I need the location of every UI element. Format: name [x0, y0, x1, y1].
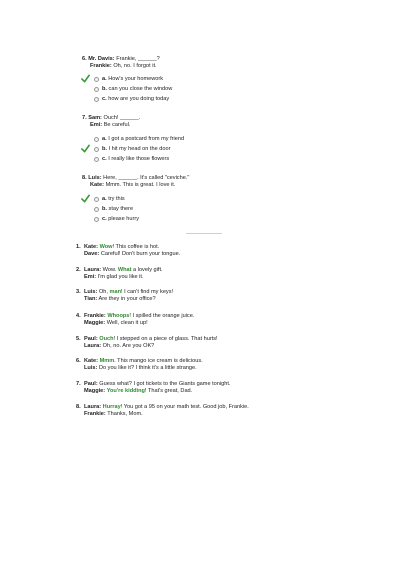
answer-highlight: Ouch: [99, 336, 114, 342]
answer-highlight: Mmm: [99, 358, 115, 364]
option-text: I hit my head on the door: [108, 146, 171, 152]
dialogue-text: Frankie, ______?: [116, 56, 160, 62]
radio-button-icon[interactable]: [94, 147, 99, 152]
question-number: 6.: [82, 56, 87, 62]
option-text: How's your homework: [108, 76, 164, 82]
options-8: [94, 194, 139, 224]
speaker: Kate:: [90, 182, 104, 189]
speaker: Maggie:: [84, 320, 106, 327]
dialogue-text: Thanks, Mom.: [107, 411, 143, 418]
question-number: 7.: [82, 115, 87, 121]
option-letter: b.: [102, 146, 107, 152]
dialogue-text: ! This coffee is hot.: [112, 244, 160, 250]
dialogue-text: Well, clean it up!: [106, 320, 148, 327]
option-8c[interactable]: [94, 214, 139, 224]
speaker: Kate:: [84, 244, 98, 250]
answer-number: 1.: [76, 244, 81, 250]
option-text: I got a postcard from my friend: [108, 136, 185, 142]
dialogue-text: Oh, no. Are you OK?: [102, 343, 155, 350]
speaker: Emi:: [90, 122, 103, 129]
speaker: Luis:: [88, 175, 102, 181]
question-7: [82, 115, 140, 130]
dialogue-text: Here, ______. It's called "ceviche.": [103, 175, 190, 181]
speaker: Laura:: [84, 343, 102, 350]
dialogue-text: ! I stepped on a piece of glass. That hurts!: [113, 336, 218, 342]
speaker: Mr. Davis:: [88, 56, 115, 62]
option-letter: a.: [102, 76, 107, 82]
option-letter: a.: [102, 196, 107, 202]
dialogue-text: Mmm. This is great. I love it.: [105, 182, 176, 189]
option-text: can you close the window: [108, 86, 173, 92]
answer-highlight: Wow: [99, 244, 113, 250]
answer-highlight: Whoops: [107, 313, 130, 319]
speaker: Maggie:: [84, 388, 106, 395]
dialogue-text: a lovely gift.: [131, 267, 163, 273]
dialogue-text: Do you like it? I think it's a little strange.: [98, 365, 197, 372]
radio-button-icon[interactable]: [94, 157, 99, 162]
answer-7: [76, 381, 230, 395]
section-divider: [186, 233, 222, 234]
answer-highlight: What: [117, 267, 132, 273]
speaker: Luis:: [84, 365, 98, 372]
option-text: I really like those flowers: [108, 156, 170, 162]
radio-button-icon[interactable]: [94, 207, 99, 212]
option-letter: c.: [102, 156, 107, 162]
dialogue-text: ! You got a 95 on your math test. Good job, Frankie.: [120, 404, 249, 410]
speaker: Emi:: [84, 274, 97, 281]
dialogue-text: ! I can't find my keys!: [121, 289, 174, 295]
radio-button-icon[interactable]: [94, 197, 99, 202]
speaker: Frankie:: [90, 63, 112, 70]
dialogue-text: ! I spilled the orange juice.: [129, 313, 195, 319]
answer-6: [76, 358, 203, 372]
option-6c[interactable]: [94, 94, 172, 104]
dialogue-text: . This mango ice cream is delicious.: [114, 358, 203, 364]
check-mark-icon: [81, 144, 90, 153]
answer-number: 5.: [76, 336, 81, 342]
question-number: 8.: [82, 175, 87, 181]
speaker: Frankie:: [84, 411, 106, 418]
dialogue-text: Guess what? I got tickets to the Giants game tonight.: [99, 381, 231, 387]
option-7b[interactable]: [94, 144, 184, 154]
speaker: Laura:: [84, 404, 102, 410]
dialogue-text: Ouch! ______.: [103, 115, 141, 121]
option-6a[interactable]: [94, 74, 172, 84]
dialogue-text: Are they in your office?: [98, 296, 156, 303]
dialogue-text: Oh, no. I forgot it.: [113, 63, 157, 70]
answer-4: [76, 313, 194, 327]
dialogue-text: Be careful.: [103, 122, 131, 129]
option-8b[interactable]: [94, 204, 139, 214]
option-text: stay there: [108, 206, 134, 212]
option-text: try this: [108, 196, 125, 202]
speaker: Tian:: [84, 296, 98, 303]
speaker: Laura:: [84, 267, 102, 273]
radio-button-icon[interactable]: [94, 97, 99, 102]
options-7: [94, 134, 184, 164]
speaker: Paul:: [84, 381, 98, 387]
option-text: please hurry: [108, 216, 140, 222]
speaker: Paul:: [84, 336, 98, 342]
dialogue-text: Oh,: [98, 289, 110, 295]
speaker: Dave:: [84, 251, 100, 258]
answer-2: [76, 267, 163, 281]
speaker: Sam:: [88, 115, 102, 121]
answer-highlight: You're kidding: [106, 388, 145, 395]
answer-number: 8.: [76, 404, 81, 410]
dialogue-text: ! That's great, Dad.: [144, 388, 193, 395]
speaker: Frankie:: [84, 313, 106, 319]
option-letter: c.: [102, 216, 107, 222]
option-letter: a.: [102, 136, 107, 142]
answer-number: 4.: [76, 313, 81, 319]
answer-number: 2.: [76, 267, 81, 273]
answer-3: [76, 289, 173, 303]
check-mark-icon: [81, 194, 90, 203]
option-7c[interactable]: [94, 154, 184, 164]
answer-number: 6.: [76, 358, 81, 364]
dialogue-text: Careful! Don't burn your tongue.: [100, 251, 181, 258]
option-text: how are you doing today: [108, 96, 170, 102]
option-7a[interactable]: [94, 134, 184, 144]
speaker: Luis:: [84, 289, 98, 295]
option-letter: c.: [102, 96, 107, 102]
dialogue-text: Wow.: [102, 267, 118, 273]
radio-button-icon[interactable]: [94, 87, 99, 92]
option-letter: b.: [102, 206, 107, 212]
answer-number: 3.: [76, 289, 81, 295]
question-8: [82, 175, 189, 190]
option-6b[interactable]: [94, 84, 172, 94]
dialogue-text: I'm glad you like it.: [97, 274, 144, 281]
question-6: [82, 56, 160, 71]
radio-button-icon[interactable]: [94, 77, 99, 82]
answer-1: [76, 244, 180, 258]
answer-8: [76, 404, 249, 418]
answer-highlight: Hurray: [102, 404, 121, 410]
option-8a[interactable]: [94, 194, 139, 204]
options-6: [94, 74, 172, 104]
speaker: Kate:: [84, 358, 98, 364]
radio-button-icon[interactable]: [94, 217, 99, 222]
answer-number: 7.: [76, 381, 81, 387]
answer-5: [76, 336, 218, 350]
check-mark-icon: [81, 74, 90, 83]
radio-button-icon[interactable]: [94, 137, 99, 142]
answer-highlight: man: [109, 289, 122, 295]
option-letter: b.: [102, 86, 107, 92]
